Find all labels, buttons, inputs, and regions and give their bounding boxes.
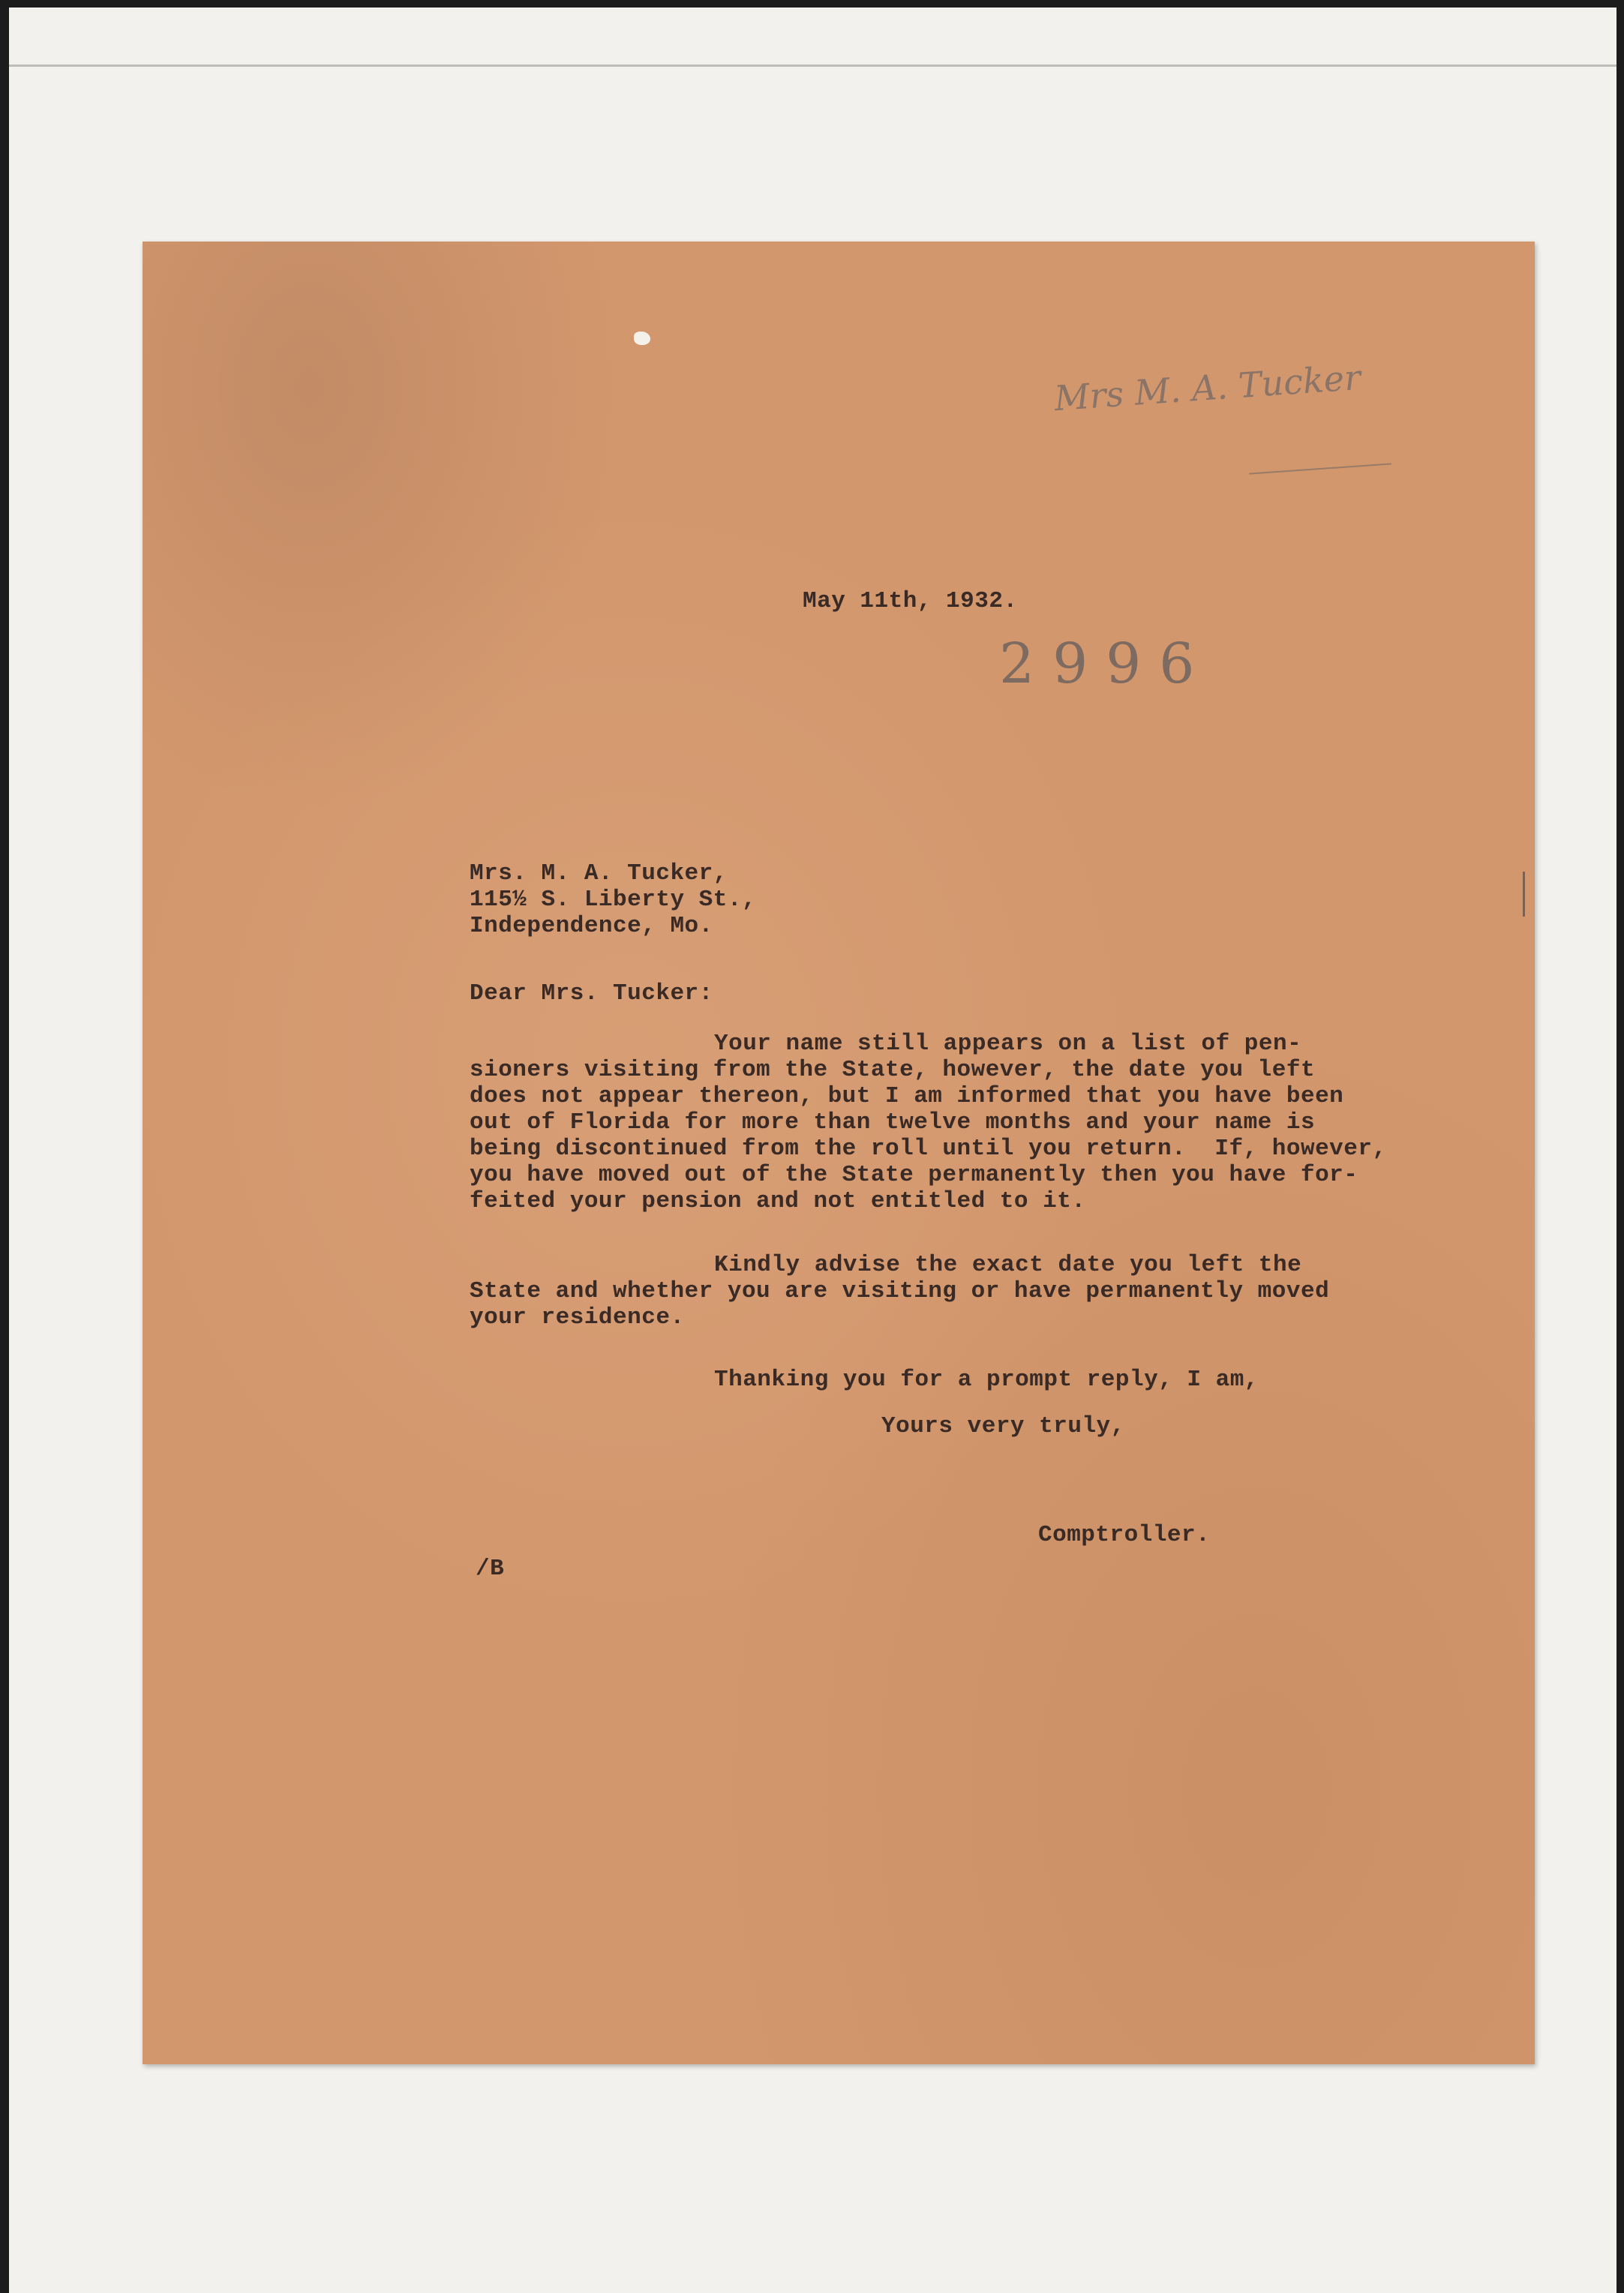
salutation: Dear Mrs. Tucker: [470, 980, 713, 1007]
complimentary-close: Yours very truly, [881, 1413, 1125, 1439]
paragraph-line: Kindly advise the exact date you left the [714, 1252, 1302, 1278]
signature-title: Comptroller. [1038, 1522, 1211, 1548]
pencil-underline [1249, 463, 1391, 474]
paragraph-line: sioners visiting from the State, however, the date you left [470, 1057, 1316, 1083]
letter-date: May 11th, 1932. [803, 588, 1018, 614]
paragraph-line: feited your pension and not entitled to it. [470, 1188, 1086, 1214]
paragraph-line: does not appear thereon, but I am informed that you have been [470, 1083, 1344, 1109]
handwritten-file-number: 2996 [999, 632, 1213, 696]
paragraph-line: your residence. [470, 1304, 685, 1331]
paragraph-line: you have moved out of the State permanently then you have for- [470, 1162, 1358, 1188]
paragraph-line: being discontinued from the roll until you return. If, however, [470, 1136, 1387, 1162]
paragraph-line: Your name still appears on a list of pen- [714, 1031, 1302, 1057]
paper-tear-mark [634, 332, 650, 345]
recipient-street: 115½ S. Liberty St., [470, 887, 757, 913]
paragraph-line: out of Florida for more than twelve months and your name is [470, 1109, 1316, 1136]
letter-page [143, 242, 1535, 2064]
paragraph-line: State and whether you are visiting or have permanently moved [470, 1278, 1330, 1304]
recipient-city: Independence, Mo. [470, 913, 713, 939]
closing-line: Thanking you for a prompt reply, I am, [714, 1367, 1259, 1393]
recipient-name: Mrs. M. A. Tucker, [470, 860, 728, 887]
pencil-mark [1523, 872, 1525, 917]
handwritten-name-annotation: Mrs M. A. Tucker [1052, 356, 1362, 419]
typist-initials: /B [476, 1556, 505, 1582]
scanner-edge-line [9, 65, 1616, 67]
